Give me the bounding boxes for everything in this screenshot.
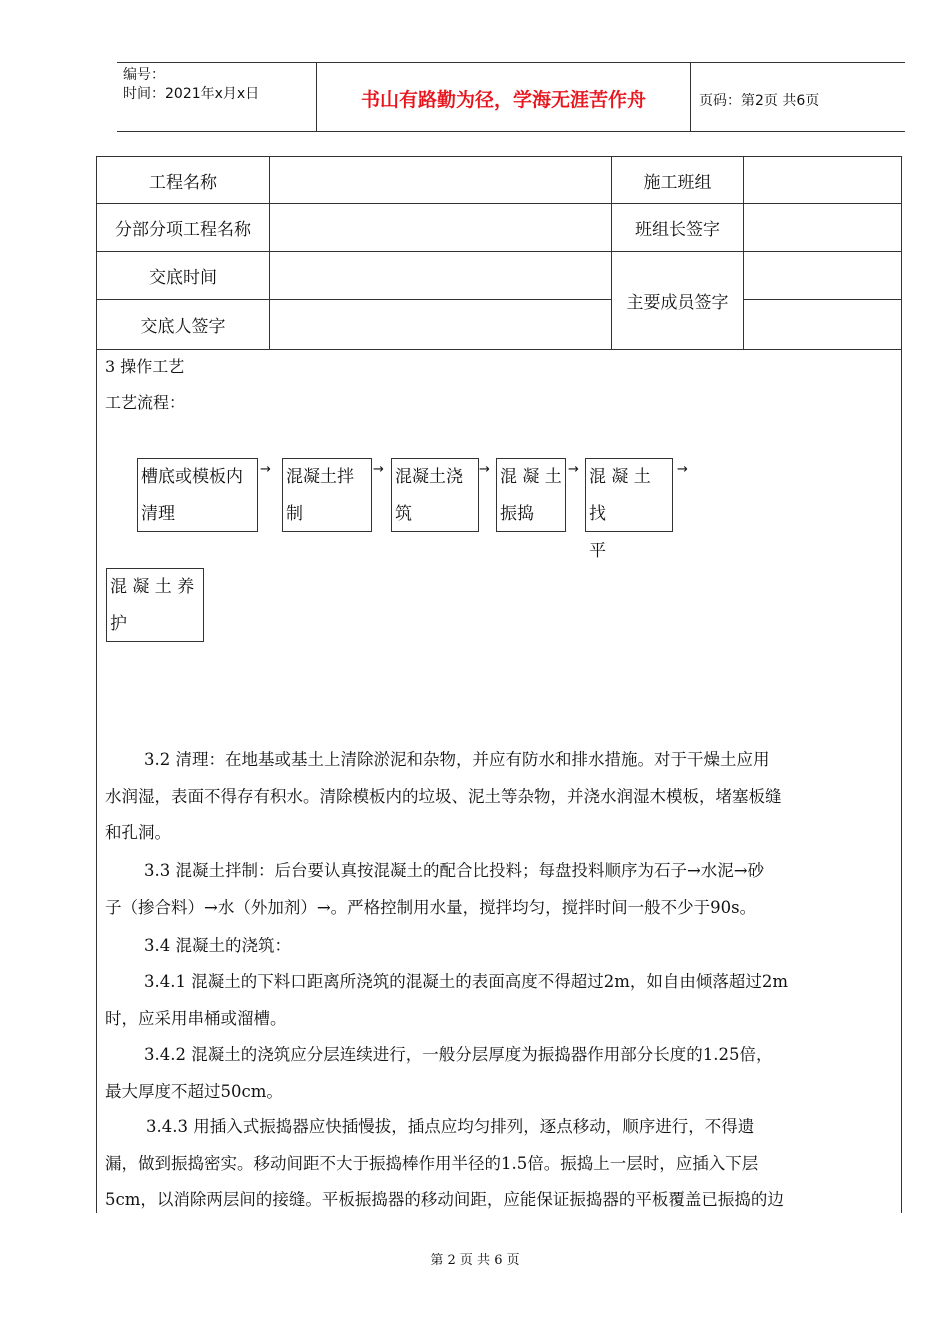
leader-sign-label: 班组长签字 [635,220,720,240]
section-title: 3 操作工艺 [105,357,185,376]
time-label: 时间：2021年x月x日 [123,86,260,102]
paragraph-3-4 [105,928,893,965]
flow-step-text: 清理 [141,504,175,524]
members-sign-value-2[interactable] [744,300,901,349]
flow-step-cleaning [137,458,258,532]
text-line: 3.2 清理：在地基或基土上清除淤泥和杂物，并应有防水和排水措施。对于干燥土应用 [144,750,770,769]
text-line: 3.4.2 混凝土的浇筑应分层连续进行，一般分层厚度为振捣器作用部分长度的1.25倍， [144,1045,773,1064]
flow-arrow: → [568,462,579,477]
text-line: 3.4.1 混凝土的下料口距离所浇筑的混凝土的表面高度不得超过2m，如自由倾落超过2m [144,972,789,991]
members-sign-value[interactable] [744,252,901,299]
flow-step-curing [106,568,204,642]
briefing-form [96,156,902,1213]
flow-step-text: 混 凝 土 养 [110,577,195,597]
header-divider [690,63,691,131]
flow-step-pouring [391,458,479,532]
text-line: 最大厚度不超过50cm。 [105,1081,283,1101]
team-value[interactable] [744,157,901,203]
flow-step-text: 混凝土拌 [286,467,354,487]
page-footer: 第 2 页 共 6 页 [430,1253,520,1268]
paragraph-3-4-3 [105,1109,893,1219]
flow-arrow: → [677,462,688,477]
flow-step-text: 槽底或模板内 [141,467,243,487]
flow-arrow: → [479,462,490,477]
text-line: 漏，做到振捣密实。移动间距不大于振捣棒作用半径的1.5倍。振捣上一层时，应插入下层 [105,1153,759,1173]
text-line: 水润湿，表面不得存有积水。清除模板内的垃圾、泥土等杂物，并浇水润湿木模板，堵塞板缝 [105,786,782,806]
brief-time-label: 交底时间 [149,268,217,288]
flow-label: 工艺流程： [105,393,186,412]
paragraph-3-4-2 [105,1037,893,1110]
flow-step-text: 混凝土浇 [395,467,463,487]
members-sign-label: 主要成员签字 [626,293,729,313]
paragraph-3-2 [105,742,893,852]
flow-step-mixing [282,458,372,532]
text-line: 3.4 混凝土的浇筑： [144,936,291,955]
project-name-value[interactable] [270,157,611,203]
header-motto: 书山有路勤为径，学海无涯苦作舟 [360,89,646,111]
flow-step-text: 平 [589,541,606,561]
flow-step-vibrating [496,458,566,532]
project-name-label: 工程名称 [149,172,217,193]
flow-step-leveling [585,458,673,561]
text-line: 5cm，以消除两层间的接缝。平板振捣器的移动间距，应能保证振捣器的平板覆盖已振捣的边 [105,1190,784,1209]
leader-sign-value[interactable] [744,204,901,251]
briefer-sign-label: 交底人签字 [140,317,226,337]
text-line: 和孔洞。 [105,823,171,842]
sub-project-label: 分部分项工程名称 [115,220,251,240]
paragraph-3-4-1 [105,964,893,1037]
flow-step-text: 筑 [395,504,412,524]
serial-label: 编号： [123,67,165,83]
flow-step-text: 振捣 [500,504,534,524]
flow-step-text: 护 [110,614,127,634]
brief-time-value[interactable] [270,252,611,299]
flow-arrow: → [373,462,384,477]
text-line: 时，应采用串桶或溜槽。 [105,1008,287,1028]
flow-step-text: 混 凝 土 找 [589,467,651,524]
text-line: 3.4.3 用插入式振捣器应快插慢拔，插点应均匀排列，逐点移动，顺序进行，不得遗 [146,1117,755,1136]
team-label: 施工班组 [643,172,712,193]
form-header-grid [97,157,901,350]
flow-arrow: → [260,462,271,477]
sub-project-value[interactable] [270,204,611,251]
briefer-sign-value[interactable] [270,300,611,349]
flow-step-text: 混 凝 土 [500,467,562,487]
paragraph-3-3 [105,853,893,926]
flow-step-text: 制 [286,504,303,524]
page-header [117,62,905,132]
text-line: 3.3 混凝土拌制：后台要认真按混凝土的配合比投料；每盘投料顺序为石子→水泥→砂 [144,861,765,880]
header-page-info: 页码：第2页 共6页 [699,93,820,109]
header-meta [123,66,259,104]
text-line: 子（掺合料）→水（外加剂）→。严格控制用水量，搅拌均匀，搅拌时间一般不少于90s。 [105,897,757,917]
